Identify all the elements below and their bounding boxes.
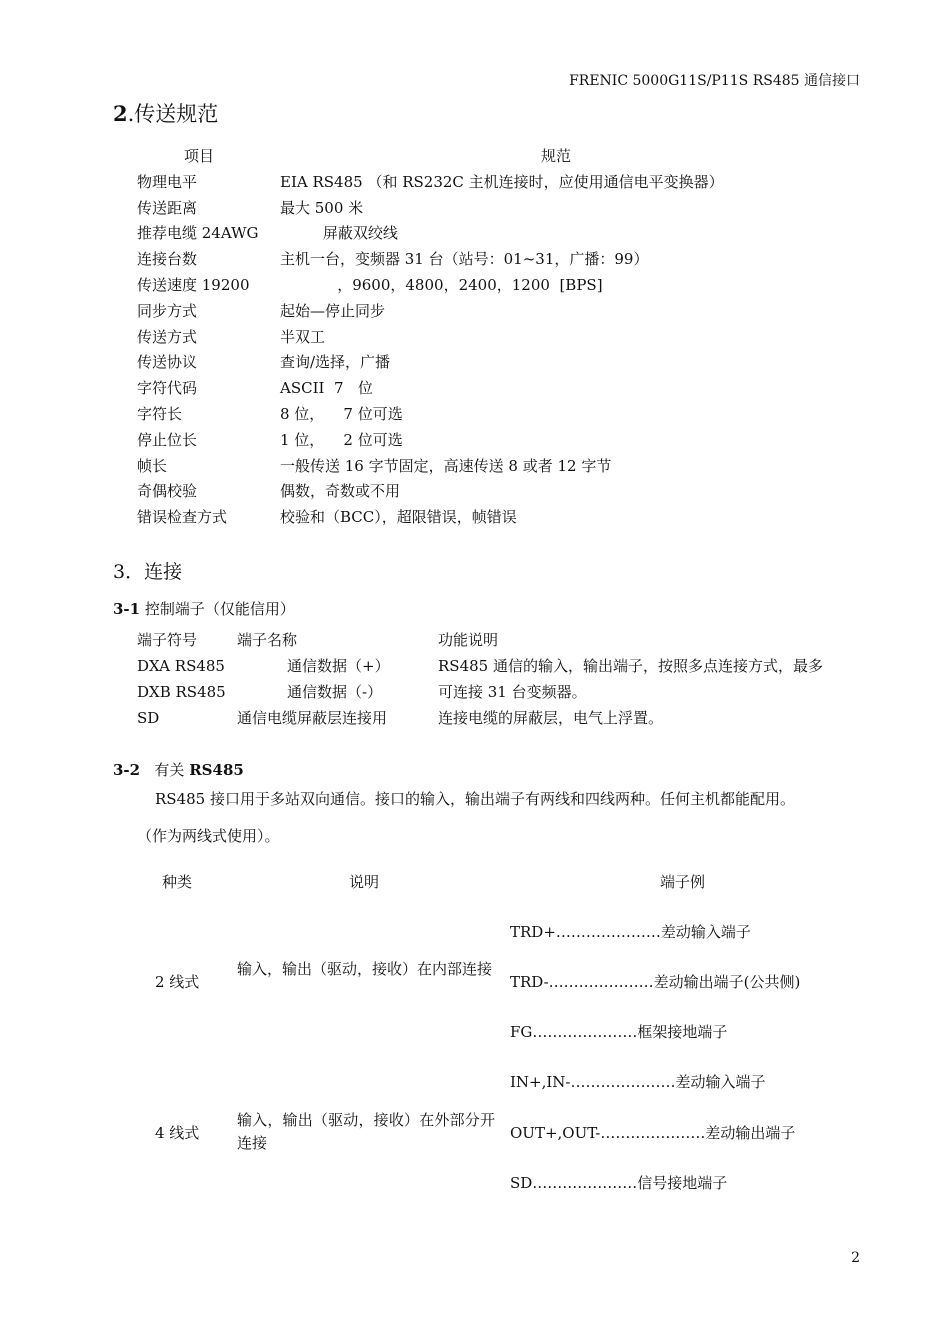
wiring-header-description: 说明 — [349, 873, 380, 891]
terminal-header-symbol: 端子符号 — [137, 631, 198, 649]
subsection-3-2-title-bold: RS485 — [189, 761, 244, 779]
subsection-3-2-heading — [113, 759, 244, 780]
spec-value: 1 位， 2 位可选 — [280, 430, 403, 449]
wiring-example: IN+,IN-…………………差动输入端子 — [510, 1073, 766, 1091]
spec-value: 8 位， 7 位可选 — [280, 404, 403, 423]
spec-key: 传送速度 19200 — [137, 275, 250, 294]
terminal-symbol: DXA RS485 — [137, 657, 225, 675]
spec-value: 起始—停止同步 — [280, 301, 386, 320]
terminal-function: RS485 通信的输入，输出端子，按照多点连接方式，最多 — [438, 657, 823, 675]
spec-header-item: 项目 — [184, 147, 215, 165]
terminal-header-name: 端子名称 — [237, 631, 298, 649]
wiring-example: TRD+…………………差动输入端子 — [510, 923, 751, 941]
wiring-example: SD…………………信号接地端子 — [510, 1174, 728, 1192]
spec-key: 字符长 — [137, 404, 183, 423]
wiring-description: 输入，输出（驱动，接收）在内部连接 — [237, 960, 493, 978]
spec-key: 物理电平 — [137, 172, 198, 191]
terminal-header-function: 功能说明 — [438, 631, 499, 649]
spec-value: 半双工 — [280, 327, 326, 346]
spec-key: 字符代码 — [137, 379, 198, 398]
spec-value: 最大 500 米 — [280, 198, 364, 217]
spec-key: 同步方式 — [137, 301, 198, 320]
spec-value: ，9600，4800，2400，1200 [BPS] — [280, 275, 603, 294]
spec-key: 错误检查方式 — [137, 508, 228, 527]
section-3-heading: 3．连接 — [113, 561, 183, 583]
wiring-example: TRD-…………………差动输出端子(公共侧) — [510, 973, 801, 991]
spec-value: ASCII 7 位 — [280, 379, 373, 398]
spec-value: 偶数，奇数或不用 — [280, 482, 401, 501]
spec-key: 传送方式 — [137, 327, 198, 346]
spec-key: 推荐电缆 24AWG — [137, 224, 259, 243]
terminal-name: 通信数据（-） — [287, 683, 383, 701]
spec-header-spec: 规范 — [541, 147, 572, 165]
wiring-kind: 4 线式 — [155, 1124, 200, 1142]
spec-key: 停止位长 — [137, 430, 198, 449]
page-number: 2 — [851, 1250, 860, 1266]
terminal-function: 可连接 31 台变频器。 — [438, 683, 587, 701]
wiring-example: FG…………………框架接地端子 — [510, 1023, 728, 1041]
section-2-title: .传送规范 — [127, 102, 219, 126]
section-2-number: 2 — [113, 101, 128, 126]
terminal-name: 通信数据（+） — [287, 657, 390, 675]
subsection-3-2-title: 有关 — [154, 761, 190, 779]
subsection-3-1-number: 3-1 — [113, 600, 141, 618]
terminal-function: 连接电缆的屏蔽层，电气上浮置。 — [438, 709, 664, 727]
wiring-example: OUT+,OUT-…………………差动输出端子 — [510, 1124, 796, 1142]
wiring-header-kind: 种类 — [162, 873, 193, 891]
terminal-symbol: SD — [137, 709, 160, 727]
spec-value: 一般传送 16 字节固定，高速传送 8 或者 12 字节 — [280, 456, 612, 475]
terminal-symbol: DXB RS485 — [137, 683, 226, 701]
spec-key: 帧长 — [137, 456, 168, 475]
spec-key: 传送协议 — [137, 353, 198, 372]
subsection-3-1-heading — [113, 598, 295, 619]
wiring-description: 输入，输出（驱动，接收）在外部分开连接 — [237, 1111, 495, 1152]
wiring-header-example: 端子例 — [660, 873, 706, 891]
spec-key: 奇偶校验 — [137, 482, 198, 501]
page-header: FRENIC 5000G11S/P11S RS485 通信接口 — [569, 73, 860, 89]
subsection-3-1-title: 控制端子（仅能信用） — [140, 600, 295, 618]
spec-value: 查询/选择，广播 — [280, 353, 391, 372]
spec-value: 校验和（BCC），超限错误，帧错误 — [280, 508, 517, 527]
terminal-name: 通信电缆屏蔽层连接用 — [237, 709, 388, 727]
spec-value: 主机一台，变频器 31 台（站号：01~31，广播：99） — [280, 250, 649, 269]
subsection-3-2-number: 3-2 — [113, 761, 141, 779]
section-2-heading — [113, 98, 218, 128]
spec-value: 屏蔽双绞线 — [280, 224, 398, 243]
spec-value: EIA RS485 （和 RS232C 主机连接时，应使用通信电平变换器） — [280, 172, 724, 191]
wiring-kind: 2 线式 — [155, 973, 200, 991]
paragraph-line: RS485 接口用于多站双向通信。接口的输入，输出端子有两线和四线两种。任何主机都能配用。 — [155, 790, 795, 808]
spec-key: 传送距离 — [137, 198, 198, 217]
spec-key: 连接台数 — [137, 250, 198, 269]
paragraph-line: （作为两线式使用）。 — [137, 827, 280, 845]
